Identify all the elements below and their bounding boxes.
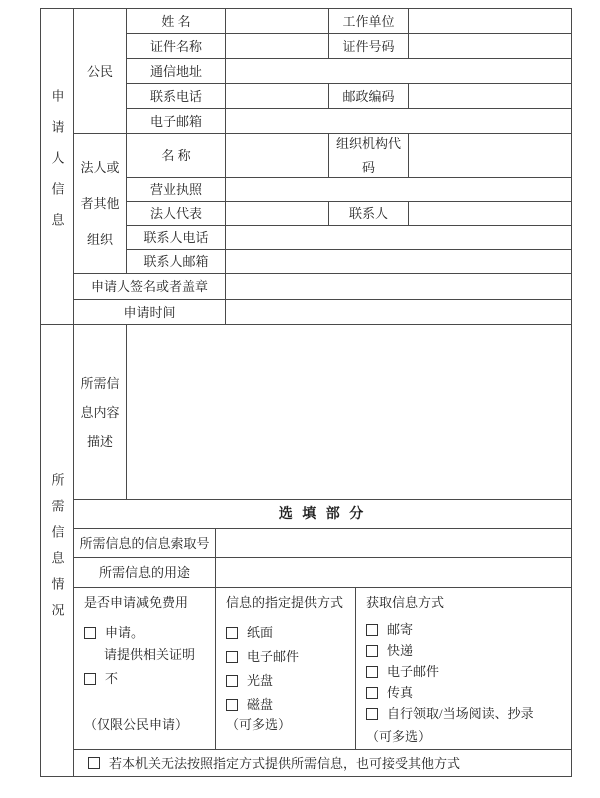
org-code-label: 组织机构代码: [329, 134, 408, 177]
other-method-checkbox-icon[interactable]: [88, 757, 100, 769]
application-time-label: 申请时间: [74, 300, 225, 324]
express-checkbox-icon[interactable]: [366, 645, 378, 657]
delivery-email-option-label: 电子邮件: [247, 649, 300, 664]
obtain-option-email: [366, 664, 439, 680]
contact-phone-label: 联系电话: [127, 84, 225, 108]
delivery-option-cd: [226, 672, 273, 689]
legal-rep-label: 法人代表: [127, 202, 225, 225]
org-name-label: 名 称: [127, 134, 225, 177]
business-license-value-cell[interactable]: [226, 178, 571, 201]
obtain-method-cell: [356, 588, 571, 749]
obtain-method-title: 获取信息方式: [366, 595, 445, 610]
org-code-value-cell[interactable]: [409, 134, 571, 177]
fee-waiver-cell: [74, 588, 215, 749]
no-option-label: 不: [105, 671, 119, 686]
email-label: 电子邮箱: [127, 109, 225, 133]
business-license-label: 营业执照: [127, 178, 225, 201]
obtain-email-option-label: 电子邮件: [387, 664, 440, 679]
description-label: 所需信息内容描述: [74, 325, 126, 499]
required-info-section: [41, 325, 571, 776]
no-apply-checkbox-icon[interactable]: [84, 673, 96, 685]
contact-person-label: 联系人: [329, 202, 408, 225]
cert-name-label: 证件名称: [127, 34, 225, 58]
purpose-label: 所需信息的用途: [74, 558, 215, 587]
fee-waiver-option-no: [84, 670, 118, 687]
other-method-note-label: 若本机关无法按照指定方式提供所需信息，也可接受其他方式: [109, 755, 461, 771]
disk-checkbox-icon[interactable]: [226, 699, 238, 711]
postal-code-label: 邮政编码: [329, 84, 408, 108]
delivery-multi-select-footnote: （可多选）: [226, 717, 292, 732]
applicant-section-label: 申请人信息: [41, 9, 73, 324]
obtain-multi-select-footnote: （可多选）: [366, 729, 432, 744]
apply-option-label: 申请。: [105, 625, 145, 640]
cd-option-label: 光盘: [247, 673, 274, 688]
contact-person-phone-label: 联系人电话: [127, 226, 225, 249]
purpose-value-cell[interactable]: [216, 558, 571, 587]
disk-option-label: 磁盘: [247, 697, 274, 712]
contact-phone-value-cell[interactable]: [226, 84, 328, 108]
application-time-value-cell[interactable]: [226, 300, 571, 324]
express-option-label: 快递: [387, 643, 414, 658]
other-method-note-row: [74, 750, 571, 776]
mailing-address-label: 通信地址: [127, 59, 225, 83]
fee-waiver-option-apply: [84, 624, 144, 641]
fax-checkbox-icon[interactable]: [366, 687, 378, 699]
mailing-address-value-cell[interactable]: [226, 59, 571, 83]
required-info-section-label: 所需信息情况: [41, 325, 73, 776]
cert-name-value-cell[interactable]: [226, 34, 328, 58]
mail-checkbox-icon[interactable]: [366, 624, 378, 636]
signature-label: 申请人签名或者盖章: [74, 274, 225, 299]
delivery-email-checkbox-icon[interactable]: [226, 651, 238, 663]
obtain-email-checkbox-icon[interactable]: [366, 666, 378, 678]
paper-checkbox-icon[interactable]: [226, 627, 238, 639]
org-name-value-cell[interactable]: [226, 134, 328, 177]
self-pickup-checkbox-icon[interactable]: [366, 708, 378, 720]
name-value-cell[interactable]: [226, 9, 328, 33]
delivery-method-title: 信息的指定提供方式: [226, 595, 344, 610]
index-number-label: 所需信息的信息索取号: [74, 529, 215, 557]
apply-proof-note: 请提供相关证明: [104, 647, 196, 662]
delivery-option-disk: [226, 696, 273, 713]
delivery-method-cell: [216, 588, 355, 749]
application-form-table: [40, 8, 572, 777]
paper-option-label: 纸面: [247, 625, 274, 640]
obtain-option-mail: [366, 622, 413, 638]
signature-value-cell[interactable]: [226, 274, 571, 299]
legal-rep-value-cell[interactable]: [226, 202, 328, 225]
self-pickup-option-label: 自行领取/当场阅读、抄录: [387, 706, 534, 721]
apply-checkbox-icon[interactable]: [84, 627, 96, 639]
contact-person-phone-value-cell[interactable]: [226, 226, 571, 249]
optional-part-header: 选 填 部 分: [74, 500, 571, 528]
description-value-cell[interactable]: [127, 325, 571, 499]
mail-option-label: 邮寄: [387, 622, 414, 637]
name-label: 姓 名: [127, 9, 225, 33]
organization-group-label: 法人或者其他组织: [74, 134, 126, 273]
delivery-option-paper: [226, 624, 273, 641]
citizen-only-footnote: （仅限公民申请）: [84, 717, 189, 732]
contact-person-email-label: 联系人邮箱: [127, 250, 225, 273]
contact-person-email-value-cell[interactable]: [226, 250, 571, 273]
work-unit-value-cell[interactable]: [409, 9, 571, 33]
obtain-option-fax: [366, 685, 413, 701]
contact-person-value-cell[interactable]: [409, 202, 571, 225]
delivery-option-email: [226, 648, 299, 665]
fax-option-label: 传真: [387, 685, 414, 700]
index-number-value-cell[interactable]: [216, 529, 571, 557]
email-value-cell[interactable]: [226, 109, 571, 133]
fee-waiver-title: 是否申请减免费用: [84, 595, 189, 610]
postal-code-value-cell[interactable]: [409, 84, 571, 108]
cert-number-label: 证件号码: [329, 34, 408, 58]
obtain-option-self-pickup: [366, 706, 534, 722]
cd-checkbox-icon[interactable]: [226, 675, 238, 687]
applicant-section: [41, 9, 571, 324]
cert-number-value-cell[interactable]: [409, 34, 571, 58]
citizen-group-label: 公民: [74, 9, 126, 133]
obtain-option-express: [366, 643, 413, 659]
work-unit-label: 工作单位: [329, 9, 408, 33]
